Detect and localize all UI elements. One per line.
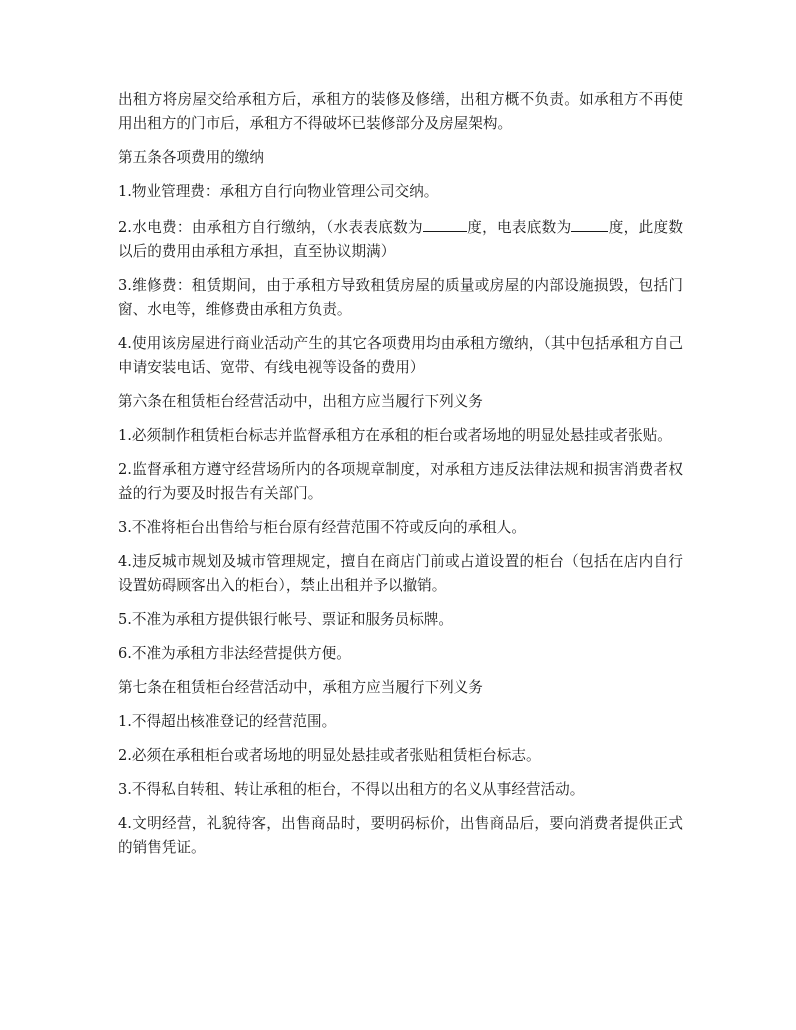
article-5-item-2 [118, 214, 683, 264]
article-5-item-2-part-1: 2.水电费：由承租方自行缴纳，（水表表底数为 [118, 219, 423, 236]
article-6-item-3: 3.不准将柜台出售给与柜台原有经营范围不符或反向的承租人。 [118, 519, 526, 536]
article-6-title: 第六条在租赁柜台经营活动中，出租方应当履行下列义务 [118, 393, 483, 410]
article-6-item-5: 5.不准为承租方提供银行帐号、票证和服务员标牌。 [118, 611, 453, 628]
article-7-item-2: 2.必须在承租柜台或者场地的明显处悬挂或者张贴租赁柜台标志。 [118, 747, 541, 764]
water-meter-blank [423, 214, 467, 232]
article-7-item-4: 4.文明经营，礼貌待客，出售商品时，要明码标价，出售商品后，要向消费者提供正式的销售凭证。 [118, 815, 683, 856]
article-6-item-1: 1.必须制作租赁柜台标志并监督承租方在承租的柜台或者场地的明显处悬挂或者张贴。 [118, 427, 672, 444]
article-7-title: 第七条在租赁柜台经营活动中，承租方应当履行下列义务 [118, 679, 483, 696]
article-5-item-2-part-3: 度，此度数以后的费用由承租方承担，直至协议期满） [118, 219, 683, 260]
article-5-item-3: 3.维修费：租赁期间，由于承租方导致租赁房屋的质量或房屋的内部设施损毁，包括门窗、水电等，维修费由承租方负责。 [118, 277, 683, 318]
article-5-item-4: 4.使用该房屋进行商业活动产生的其它各项费用均由承租方缴纳，（其中包括承租方自己申请安装电话、宽带、有线电视等设备的费用） [118, 335, 683, 376]
article-5-item-2-part-2: 度，电表底数为 [466, 219, 572, 236]
document-page [118, 88, 683, 870]
article-6-item-2: 2.监督承租方遵守经营场所内的各项规章制度，对承租方违反法律法规和损害消费者权益的行为要及时报告有关部门。 [118, 461, 683, 502]
article-7-item-1: 1.不得超出核准登记的经营范围。 [118, 713, 337, 730]
article-6-item-6: 6.不准为承租方非法经营提供方便。 [118, 645, 351, 662]
article-6-item-4: 4.违反城市规划及城市管理规定，擅自在商店门前或占道设置的柜台（包括在店内自行设置妨碍顾客出入的柜台），禁止出租并予以撤销。 [118, 553, 683, 594]
electric-meter-blank [571, 214, 608, 232]
article-5-item-1: 1.物业管理费：承租方自行向物业管理公司交纳。 [118, 183, 439, 200]
article-5-title: 第五条各项费用的缴纳 [118, 149, 264, 166]
paragraph-renovation: 出租方将房屋交给承租方后，承租方的装修及修缮，出租方概不负责。如承租方不再使用出租方的门市后，承租方不得破坏已装修部分及房屋架构。 [118, 91, 683, 132]
article-7-item-3: 3.不得私自转租、转让承租的柜台，不得以出租方的名义从事经营活动。 [118, 781, 585, 798]
